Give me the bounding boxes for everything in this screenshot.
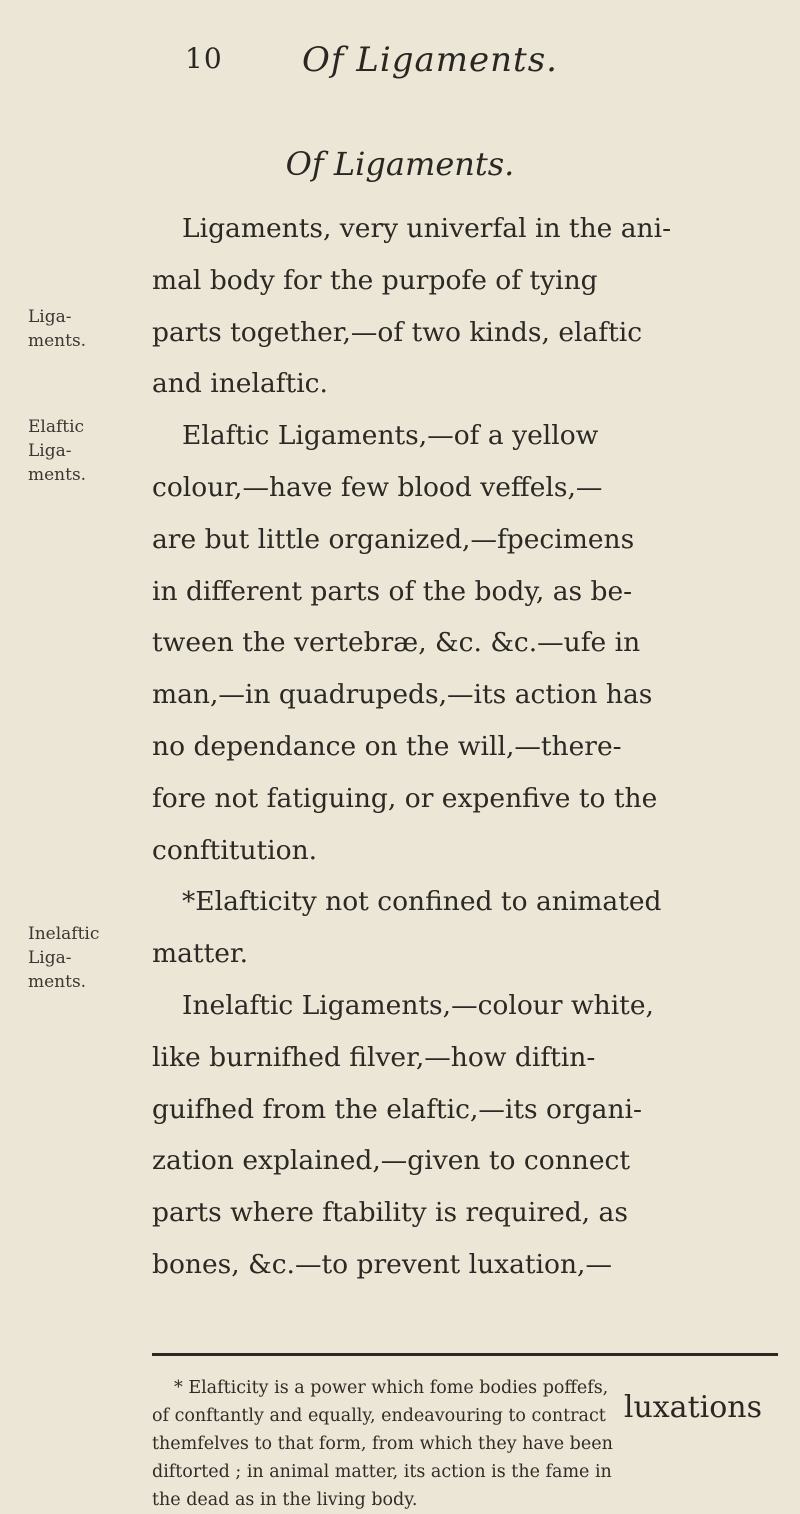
- running-title: Of Ligaments.: [302, 40, 558, 80]
- footnote-rule: [152, 1353, 778, 1356]
- body-text: [152, 203, 772, 1291]
- footnote-line: * Elafticity is a power which fome bodies poffefs,: [174, 1378, 609, 1398]
- text-line: Ligaments, very univerfal in the ani-: [182, 213, 672, 244]
- text-line: no dependance on the will,—there-: [152, 730, 622, 762]
- section-title: Of Ligaments.: [285, 145, 515, 183]
- text-line: parts together,—of two kinds, elaftic: [152, 316, 643, 348]
- running-head: [0, 40, 800, 80]
- margin-note: Elaftic Liga- ments.: [28, 417, 87, 485]
- text-line: in different parts of the body, as be-: [152, 575, 633, 607]
- footnote-line: the dead as in the living body.: [152, 1490, 418, 1510]
- text-line: bones, &c.—to prevent luxation,—: [152, 1248, 612, 1280]
- text-line: Elaftic Ligaments,—of a yellow: [182, 420, 599, 452]
- text-line: guifhed from the elaftic,—its organi-: [152, 1093, 642, 1125]
- text-line: conftitution.: [152, 834, 318, 866]
- text-line: *Elafticity not confined to animated: [182, 886, 662, 918]
- page-number: 10: [185, 42, 223, 75]
- text-line: like burnifhed filver,—how diftin-: [152, 1041, 596, 1073]
- text-line: and inelaftic.: [152, 368, 328, 400]
- text-line: Inelaftic Ligaments,—colour white,: [182, 989, 654, 1021]
- text-line: mal body for the purpofe of tying: [152, 264, 598, 296]
- text-line: parts where ftability is required, as: [152, 1197, 628, 1229]
- footnote-line: diftorted ; in animal matter, its action is the fame in: [152, 1462, 612, 1482]
- text-line: tween the vertebræ, &c. &c.—ufe in: [152, 627, 641, 659]
- margin-note: Liga- ments.: [28, 307, 87, 351]
- text-line: matter.: [152, 938, 249, 970]
- margin-note: Inelaftic Liga- ments.: [28, 924, 100, 992]
- text-line: colour,—have few blood veffels,—: [152, 471, 603, 503]
- text-line: are but little organized,—fpecimens: [152, 523, 635, 555]
- text-line: fore not fatiguing, or expenfive to the: [152, 782, 658, 814]
- footnote-line: of conftantly and equally, endeavouring to contract: [152, 1406, 606, 1426]
- catchword: luxations: [623, 1390, 762, 1425]
- text-line: man,—in quadrupeds,—its action has: [152, 679, 653, 711]
- text-line: zation explained,—given to connect: [152, 1145, 631, 1177]
- footnote-line: themfelves to that form, from which they have been: [152, 1434, 613, 1454]
